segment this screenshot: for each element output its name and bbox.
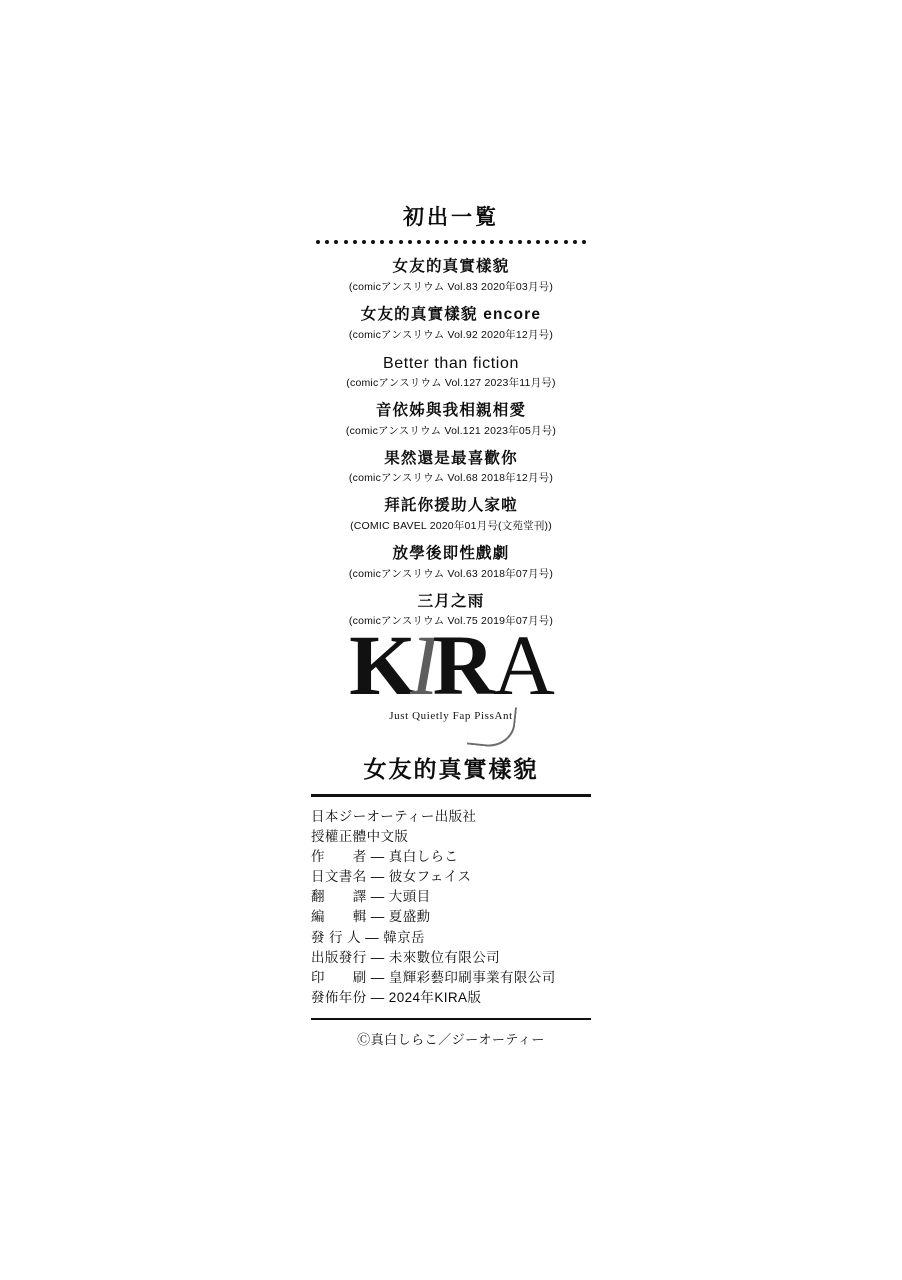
credit-row: 出版發行 — 未來數位有限公司 [311,949,501,965]
divider-thick [311,794,591,797]
entry-source: (comicアンスリウム Vol.121 2023年05月号) [345,424,557,437]
credit-row: 授權正體中文版 [311,829,409,844]
credit-row: 發佈年份 — 2024年KIRA版 [311,989,482,1005]
entry-source: (comicアンスリウム Vol.92 2020年12月号) [348,328,554,341]
book-title: 女友的真實樣貌 [363,756,539,782]
entry-source: (comicアンスリウム Vol.127 2023年11月号) [346,377,556,390]
list-item [311,496,591,535]
logo-tagline: Just Quietly Fap PissAnt [389,710,513,722]
entry-title: 放學後即性戲劇 [392,544,510,562]
list-item [311,305,591,344]
list-item [311,449,591,488]
credits-block [311,807,591,1008]
logo-letter-i: I [410,617,437,713]
entry-source: (comicアンスリウム Vol.83 2020年03月号) [348,281,554,294]
credit-row: 日文書名 — 彼女フェイス [311,869,472,885]
entry-source: (COMIC BAVEL 2020年01月号(文苑堂刊)) [350,520,552,533]
dotted-divider [316,239,586,245]
publisher-logo [311,617,591,742]
list-item [311,401,591,440]
list-item [311,544,591,583]
copyright-notice: Ⓒ真白しらこ／ジーオーティー [357,1031,545,1047]
entry-title: 女友的真實樣貌 [392,258,510,276]
credit-row: 翻 譯 — 大頭目 [311,889,431,905]
list-item [311,353,591,392]
credit-row: 發 行 人 — 韓京岳 [311,929,425,945]
colophon-section [311,755,591,1048]
credit-row: 編 輯 — 夏盛勳 [311,909,431,925]
credit-row: 作 者 — 真白しらこ [311,849,459,865]
entry-title: 女友的真實樣貌 encore [360,305,542,323]
first-appearance-heading: 初出一覧 [403,206,499,229]
divider-thin [311,1018,591,1020]
logo-lettermark [311,617,591,713]
entry-title: 三月之雨 [417,592,485,610]
logo-letter-k: K [349,617,415,713]
entry-title: 拜託你援助人家啦 [384,497,518,515]
entry-source: (comicアンスリウム Vol.68 2018年12月号) [348,472,554,485]
entry-title: Better than fiction [383,354,519,372]
entry-title: 果然還是最喜歡你 [384,449,518,467]
entry-source: (comicアンスリウム Vol.63 2018年07月号) [348,567,554,580]
logo-letter-a: A [492,617,553,713]
credit-row: 日本ジーオーティー出版社 [311,808,477,824]
entry-source: (comicアンスリウム Vol.75 2019年07月号) [348,615,554,628]
logo-letter-r: R [432,617,493,713]
entry-title: 音依姊與我相親相愛 [375,401,527,419]
credit-row: 印 刷 — 皇輝彩藝印刷事業有限公司 [311,969,556,985]
first-appearance-section [311,205,591,639]
list-item [311,257,591,296]
